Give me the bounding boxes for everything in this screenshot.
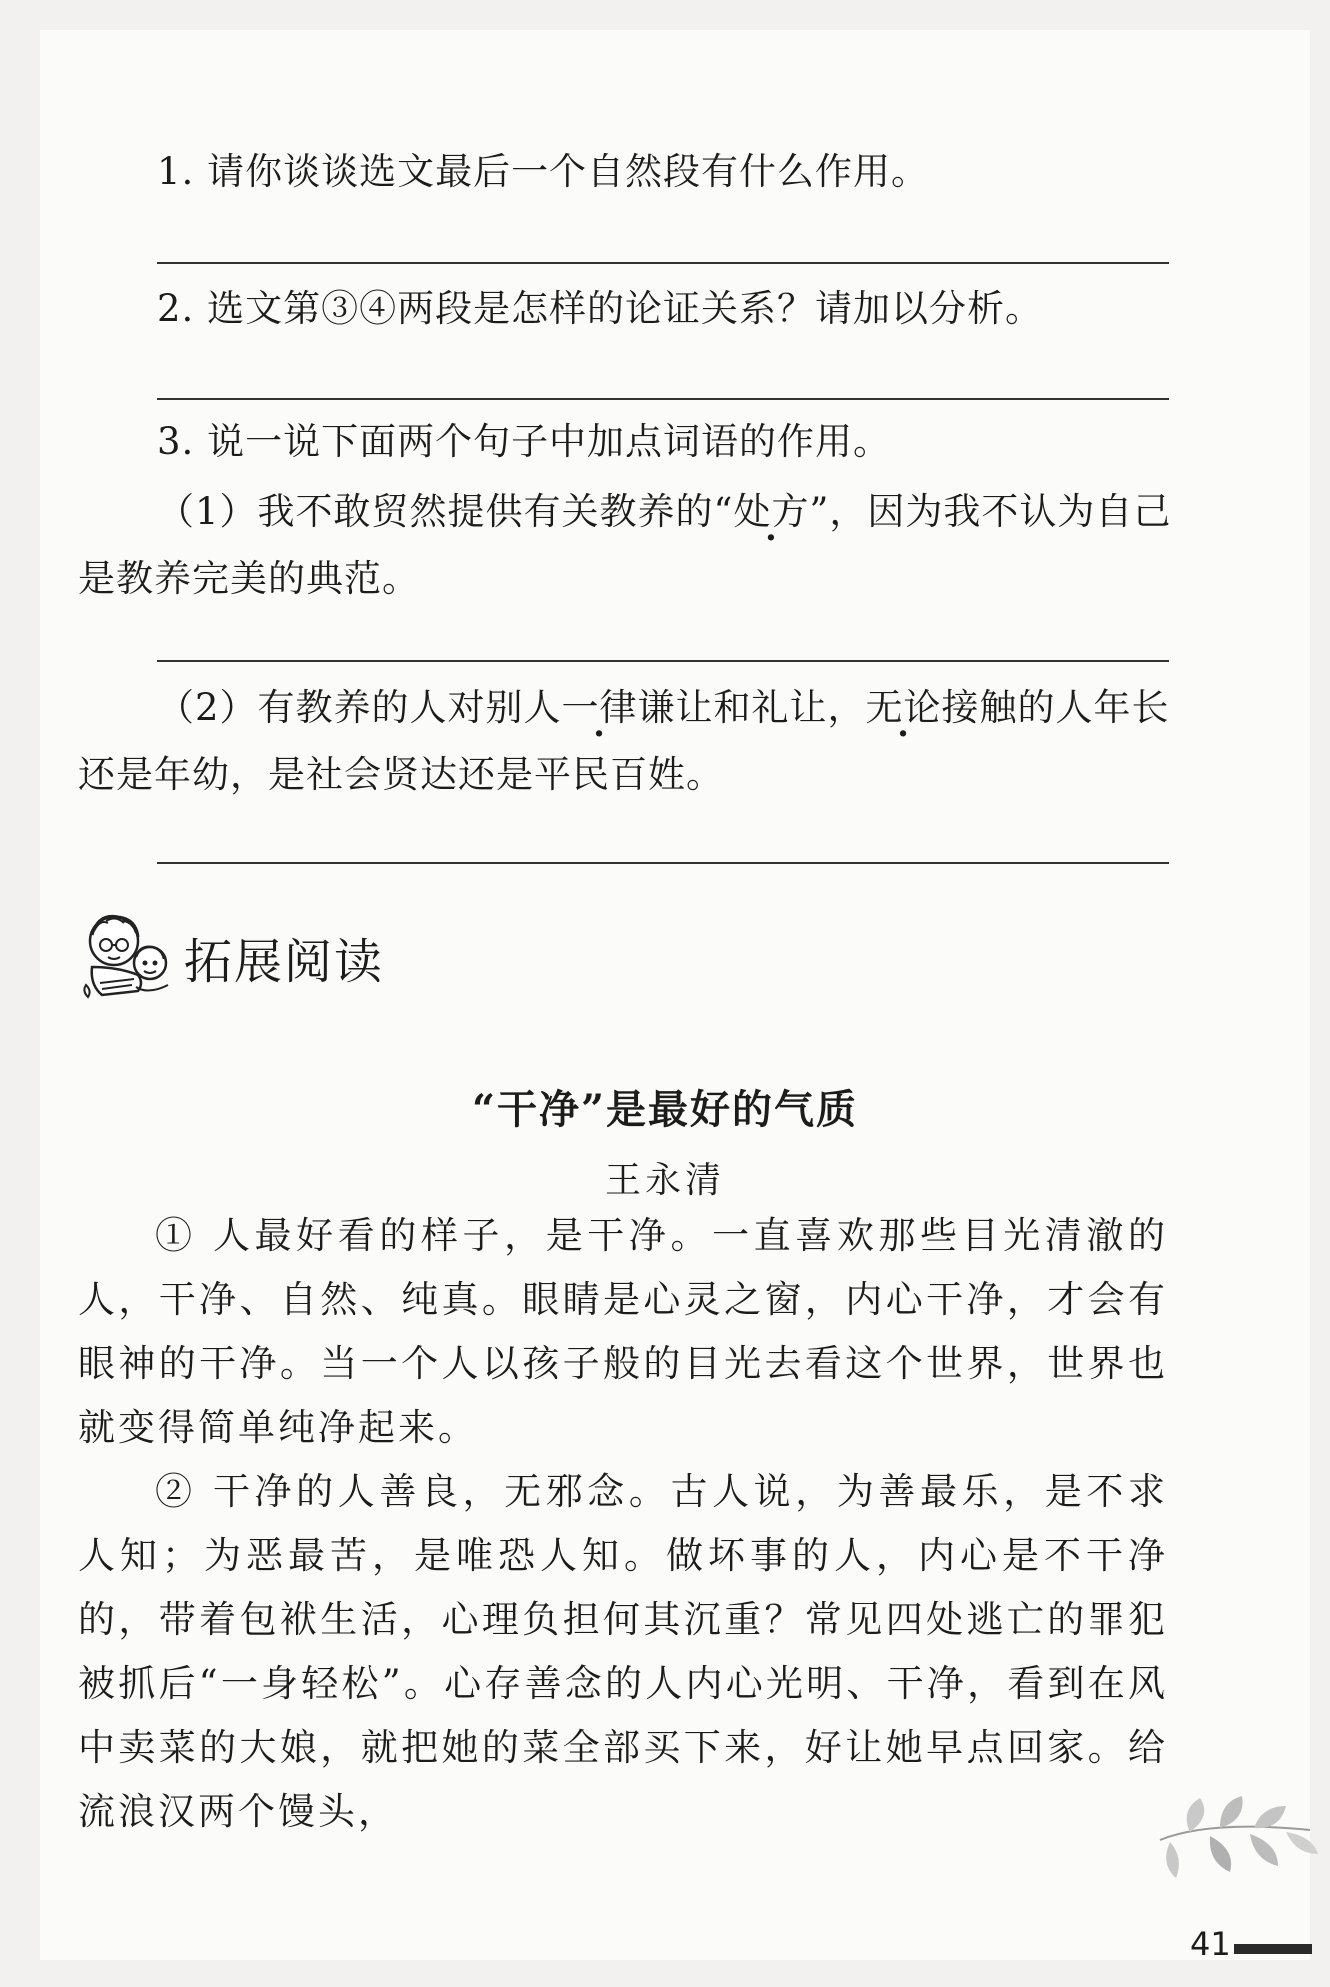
q3-2-part3: 接触的人年长 xyxy=(941,686,1170,729)
q3-2-part1: （2）有教养的人对别人 xyxy=(157,686,562,729)
reading-children-icon xyxy=(78,905,178,1009)
q3-2-dotted-word-2: 无论 xyxy=(865,686,942,729)
q3-2-part2: 谦让和礼让， xyxy=(637,686,866,729)
q3-1-dotted-word: 处方 xyxy=(733,490,810,533)
q3-2-dotted-word-1: 一律 xyxy=(561,686,638,729)
leaf-decoration-icon xyxy=(1150,1780,1320,1914)
page-number: 41 xyxy=(1190,1925,1231,1963)
question-1: 1. 请你谈谈选文最后一个自然段有什么作用。 xyxy=(157,150,930,193)
q3-1-before: （1）我不敢贸然提供有关教养的“ xyxy=(157,490,734,533)
answer-line-1[interactable] xyxy=(157,262,1169,264)
question-3-2-line2: 还是年幼，是社会贤达还是平民百姓。 xyxy=(78,753,724,796)
section-title: 拓展阅读 xyxy=(184,933,385,990)
article-author: 王永清 xyxy=(604,1160,725,1201)
question-2: 2. 选文第③④两段是怎样的论证关系？请加以分析。 xyxy=(157,287,1044,330)
article-title: “干净”是最好的气质 xyxy=(471,1086,858,1133)
question-3: 3. 说一说下面两个句子中加点词语的作用。 xyxy=(157,420,892,463)
question-3-2 xyxy=(157,684,1170,732)
paragraph-1: ① 人最好看的样子，是干净。一直喜欢那些目光清澈的人，干净、自然、纯真。眼睛是心灵之窗，内心干净，才会有眼神的干净。当一个人以孩子般的目光去看这个世界，世界也就变得简单纯净起来。 xyxy=(78,1214,1168,1449)
q3-1-after: ”，因为我不认为自己 xyxy=(809,490,1172,533)
section-header xyxy=(78,905,384,1009)
answer-line-3-2[interactable] xyxy=(157,862,1169,864)
question-3-1-line2: 是教养完美的典范。 xyxy=(78,557,420,600)
answer-line-3-1[interactable] xyxy=(157,660,1169,662)
answer-line-2[interactable] xyxy=(157,398,1169,400)
page-number-bar xyxy=(1234,1944,1312,1954)
paragraph-2: ② 干净的人善良，无邪念。古人说，为善最乐，是不求人知；为恶最苦，是唯恐人知。做坏事的人，内心是不干净的，带着包袱生活，心理负担何其沉重？常见四处逃亡的罪犯被抓后“一身轻松”。心存善念的人内心光明、干净，看到在风中卖菜的大娘，就把她的菜全部买下来，好让她早点回家。给流浪汉两个馒头， xyxy=(78,1470,1168,1833)
question-3-1 xyxy=(157,488,1171,536)
